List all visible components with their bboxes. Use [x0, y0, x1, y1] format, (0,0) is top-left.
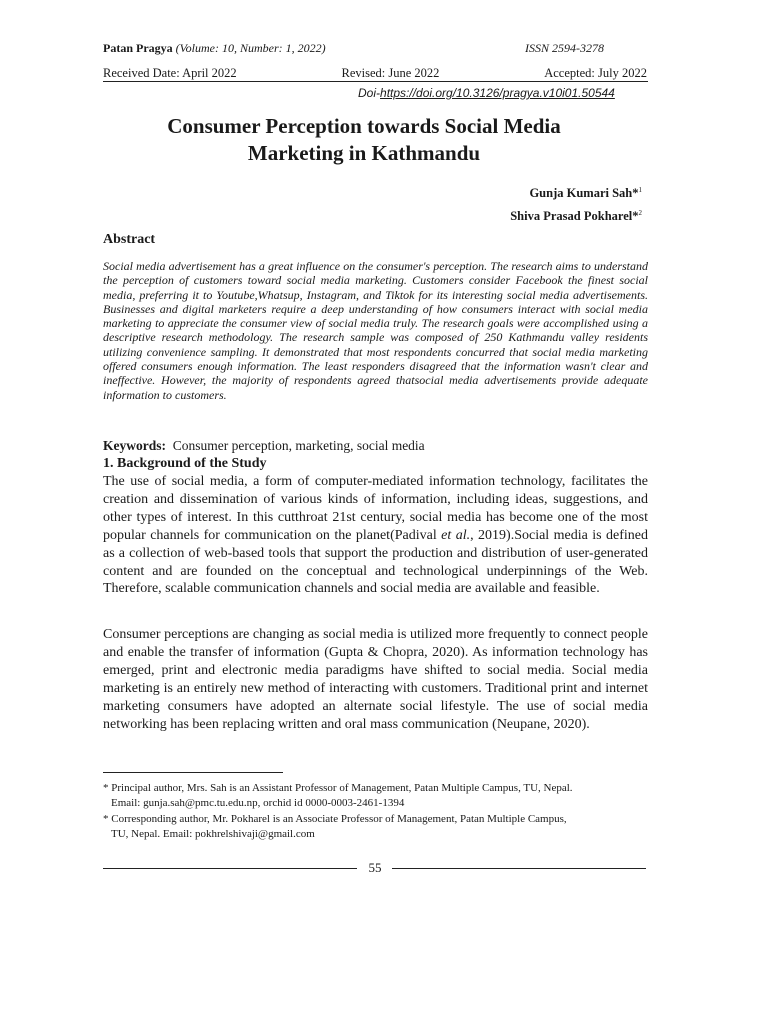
paragraph-2: Consumer perceptions are changing as social media is utilized more frequently to connect people and enable the transfer of information (Gupta & Chopra, 2020). As information technology has emerged, print and electronic media paradigms have shifted to social media. Social media marketing is an entirely new method of interacting with customers. Traditional print and internet marketing consumers have adopted an alternate social lifestyle. The use of social media networking has been replacing written and oral mass communication (Neupane, 2020). — [103, 627, 648, 732]
author-2-mark: 2 — [638, 209, 642, 218]
keywords-text: Consumer perception, marketing, social media — [172, 438, 425, 453]
paper-title — [103, 113, 625, 167]
received-date: Received Date: April 2022 — [103, 66, 237, 80]
title-line-1: Consumer Perception towards Social Media — [167, 114, 561, 138]
title-line-2: Marketing in Kathmandu — [247, 141, 481, 165]
paragraph-1: The use of social media, a form of computer-mediated information technology, facilitates the creation and dissemination of various kinds of information, including ideas, suggestions, and other types of interest. In this cutthroat 21st century, social media has become one of the most popular channels for communication on the planet(Padival et al., 2019).Social media is defined as a collection of web-based tools that support the production and distribution of user-generated content and are founded on the conceptual and technological underpinnings of the Web. Therefore, scalable communication channels and social media are available and feasible. — [103, 474, 649, 597]
footnote-1: * Principal author, Mrs. Sah is an Assistant Professor of Management, Patan Multiple Campus, TU, Nepal. Email: gunja.sah@pmc.tu.edu.np, orchid id 0000-0003-2461-1394 — [103, 782, 573, 809]
footer-rule-right — [392, 868, 646, 869]
dates-row — [103, 66, 647, 81]
et-al: et al. — [441, 527, 471, 543]
author-2: Shiva Prasad Pokharel*$^2$ — [510, 209, 642, 224]
page-number: 55 — [368, 860, 382, 875]
journal-volume: (Volume: 10, Number: 1, 2022) — [175, 41, 326, 55]
author-list — [510, 180, 642, 226]
accepted-date: Accepted: July 2022 — [544, 66, 647, 80]
doi — [358, 86, 615, 100]
keywords-label: Keywords: — [103, 438, 166, 453]
footnote-rule — [103, 772, 283, 773]
doi-link[interactable]: https://doi.org/10.3126/pragya.v10i01.50544 — [380, 86, 615, 100]
revised-date: Revised: June 2022 — [341, 66, 440, 80]
journal-header — [103, 41, 326, 56]
abstract-text: Social media advertisement has a great influence on the consumer's perception. The research aims to understand the perception of customers toward social media marketing. Customers consider Facebook the finest social media, preferring it to Youtube,Whatsup, Instagram, and Tiktok for its interesting social media advertisements. Businesses and digital marketers require a deep understanding of how consumers interact with social media marketing to appreciate the consumer view of social media truly. The research goals were accomplished using a descriptive research methodology. The research sample was composed of 250 Kathmandu valley residents utilizing convenience sampling. It demonstrated that most respondents concurred that social media marketing offered consumers enough information. The least responders disagreed that the information wasn't clear and ineffective. However, the majority of respondents agreed thatsocial media advertisements provide adequate information to customers. — [103, 259, 648, 402]
doi-prefix: Doi- — [358, 86, 381, 100]
header-rule — [103, 81, 648, 82]
footer-rule-left — [103, 868, 357, 869]
keywords — [103, 438, 425, 454]
abstract-heading: Abstract — [103, 232, 156, 247]
footnote-2: * Corresponding author, Mr. Pokharel is an Associate Professor of Management, Patan Multiple Campus, TU, Nepal. Email: pokhrelshivaji@gmail.com — [103, 813, 567, 840]
author-1: Gunja Kumari Sah*$^1$ — [529, 186, 642, 201]
issn: ISSN 2594-3278 — [525, 41, 604, 55]
section-heading: 1. Background of the Study — [103, 456, 267, 471]
author-1-mark: 1 — [638, 186, 642, 194]
journal-name: Patan Pragya — [103, 41, 173, 55]
